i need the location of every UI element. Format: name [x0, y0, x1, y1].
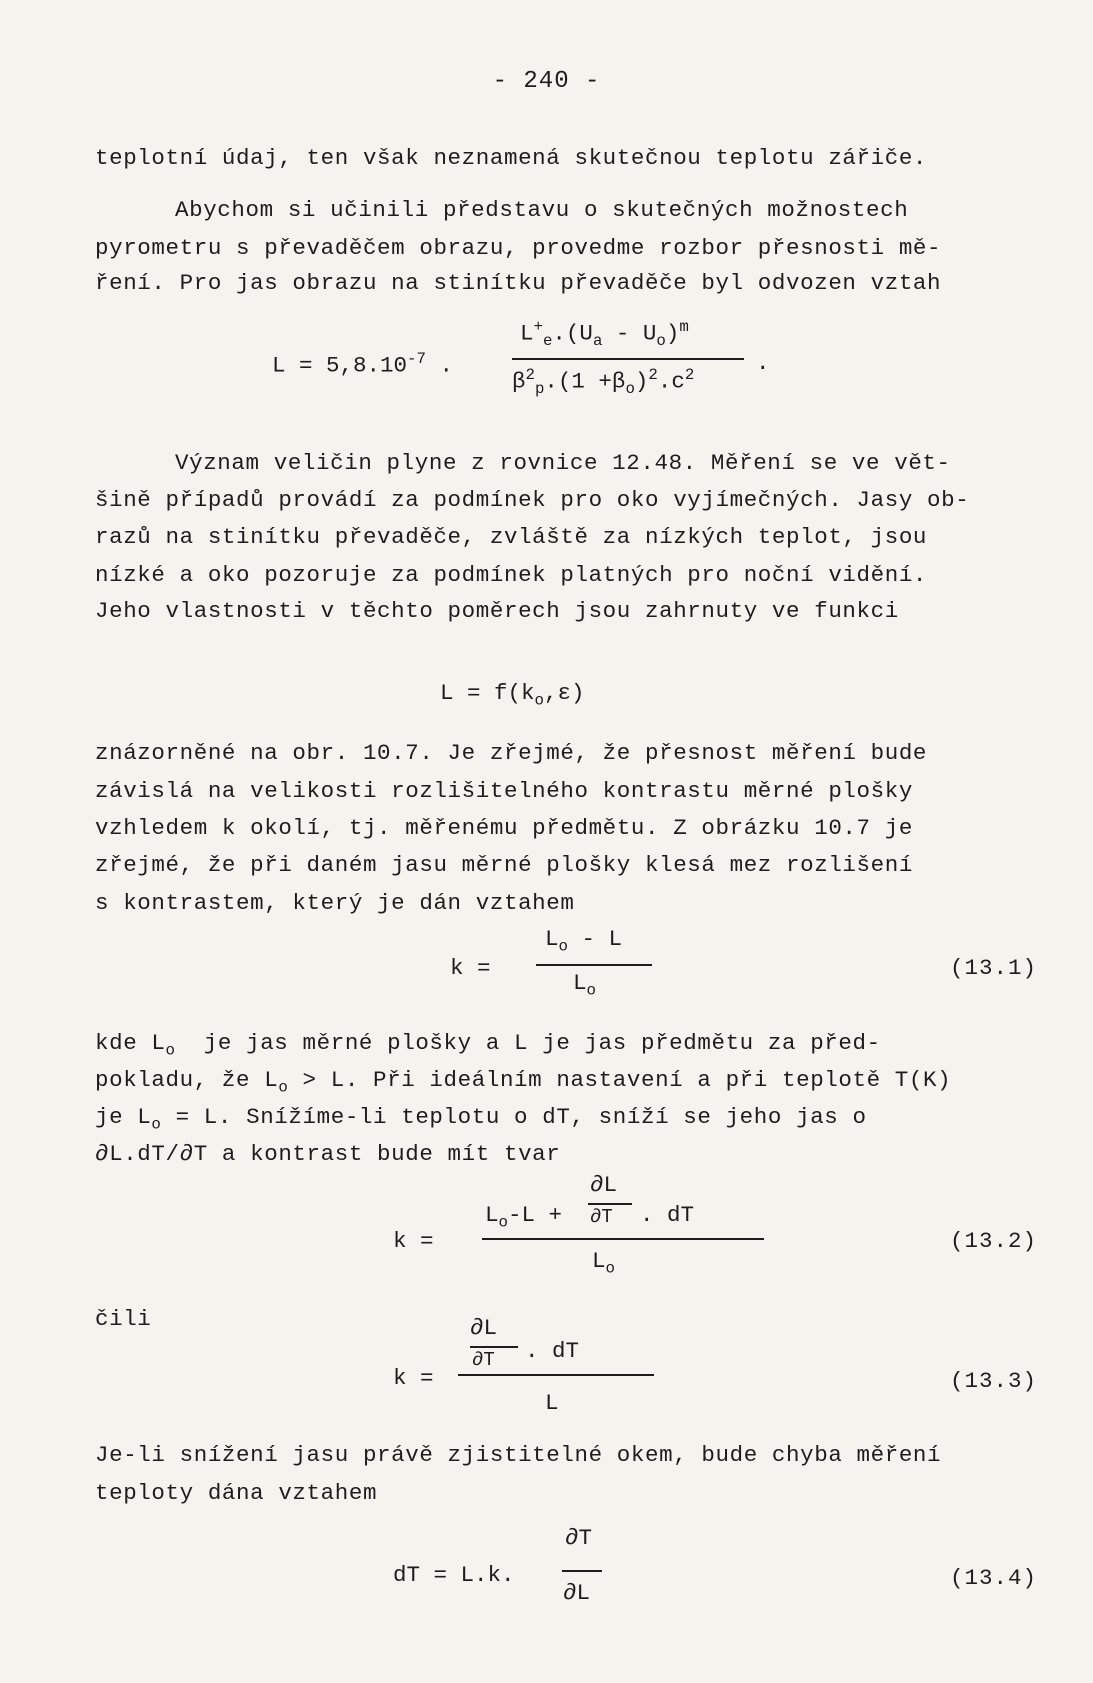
equation-number: (13.1)	[950, 955, 1038, 981]
eq1-den-rest: .(1 +β	[544, 368, 626, 395]
eq1-num-sub: e	[542, 332, 553, 350]
text-line	[95, 1030, 881, 1060]
text-fragment: > L. Při ideálním nastavení a při teplotě T(K)	[302, 1067, 952, 1093]
text-line: nízké a oko pozoruje za podmínek platných pro noční vidění.	[95, 562, 928, 588]
text-line: razů na stinítku převaděče, zvláště za nízkých teplot, jsou	[95, 524, 928, 550]
text-line: pyrometru s převaděčem obrazu, provedme rozbor přesnosti mě-	[95, 235, 942, 261]
text-line: ∂L.dT/∂T a kontrast bude mít tvar	[95, 1141, 561, 1167]
eq134-den: ∂L	[563, 1580, 591, 1606]
eq131-num-sub: o	[558, 937, 568, 956]
eq133-top: ∂L	[470, 1315, 498, 1341]
subscript: o	[151, 1115, 162, 1134]
text-line	[95, 1067, 951, 1097]
eq132-den: L	[592, 1248, 606, 1274]
eq131-num-rest: - L	[567, 926, 622, 952]
eq1-exponent: -7	[407, 350, 426, 368]
fraction-bar	[562, 1570, 602, 1572]
eq132-lhs: k =	[393, 1228, 434, 1254]
eq132-inner-den: ∂T	[590, 1206, 613, 1228]
text-line: znázorněné na obr. 10.7. Je zřejmé, že přesnost měření bude	[95, 740, 928, 766]
eq1-num-close: )	[665, 320, 680, 347]
eq132-num: L	[485, 1202, 499, 1228]
text-line: s kontrastem, který je dán vztahem	[95, 890, 575, 916]
eq1-num-o: o	[656, 332, 666, 350]
text-line: Význam veličin plyne z rovnice 12.48. Měření se ve vět-	[175, 450, 951, 476]
eq1-den-sq: 2	[648, 366, 658, 384]
eq1-lhs: L = 5,8.10	[272, 352, 408, 379]
equation-number: (13.4)	[950, 1565, 1038, 1591]
eq134-top: ∂T	[565, 1525, 593, 1551]
eq134-lhs: dT = L.k.	[393, 1562, 515, 1588]
text-line: závislá na velikosti rozlišitelného kontrastu měrné plošky	[95, 778, 913, 804]
eq131-lhs: k =	[450, 955, 491, 981]
eq1-den-sub: p	[534, 380, 545, 398]
text-line: vzhledem k okolí, tj. měřenému předmětu. Z obrázku 10.7 je	[95, 815, 913, 841]
eq131-num: L	[545, 926, 559, 952]
eqf-rest: ,ε)	[543, 680, 585, 706]
subscript: o	[278, 1078, 289, 1097]
eq132-den-sub: o	[605, 1259, 615, 1278]
equation-number: (13.3)	[950, 1368, 1038, 1394]
eq132-num-rest: -L +	[507, 1202, 562, 1228]
eq1-num-rest: .(U	[552, 320, 593, 347]
eq133-num-tail: . dT	[525, 1338, 580, 1364]
eq132-num-sub: o	[498, 1213, 508, 1232]
fraction-bar	[470, 1346, 518, 1348]
equation-function	[440, 680, 584, 710]
eq131-den-sub: o	[586, 981, 596, 1000]
text-line: čili	[95, 1306, 152, 1332]
text-line: teploty dána vztahem	[95, 1480, 378, 1506]
eq1-den-o: o	[625, 380, 635, 398]
eq1-num-mid: - U	[602, 320, 657, 347]
eq1-dot: .	[439, 352, 453, 379]
eq132-top: ∂L	[590, 1172, 618, 1198]
text-fragment: je L	[95, 1104, 152, 1130]
eq133-inner-den: ∂T	[472, 1349, 495, 1371]
eq1-num-sup: +	[533, 318, 543, 336]
eq133-lhs: k =	[393, 1365, 434, 1391]
fraction-bar	[536, 964, 652, 966]
eq1-den-sup: 2	[525, 366, 535, 384]
text-fragment: kde L	[95, 1030, 166, 1056]
text-fragment: = L. Snížíme-li teplotu o dT, sníží se jeho jas o	[175, 1104, 867, 1130]
eq133-den: L	[545, 1390, 559, 1416]
text-fragment: je jas měrné plošky a L je jas předmětu za před-	[203, 1030, 881, 1056]
eq1-den-beta: β	[512, 368, 526, 395]
text-fragment: pokladu, že L	[95, 1067, 279, 1093]
equation-number: (13.2)	[950, 1228, 1038, 1254]
page-number: - 240 -	[492, 68, 601, 95]
eq131-den: L	[573, 970, 587, 996]
fraction-bar	[482, 1238, 764, 1240]
fraction-bar	[588, 1203, 632, 1205]
text-line: šině případů provádí za podmínek pro oko vyjímečných. Jasy ob-	[95, 487, 970, 513]
text-line: teplotní údaj, ten však neznamená skutečnou teplotu zářiče.	[95, 145, 928, 171]
text-line: ření. Pro jas obrazu na stinítku převaděče byl odvozen vztah	[95, 270, 942, 296]
fraction-bar	[512, 358, 744, 360]
eqf-text: L = f(k	[440, 680, 535, 706]
eq1-den-c: .c	[657, 368, 685, 395]
eqf-sub: o	[534, 691, 544, 710]
text-line: zřejmé, že při daném jasu měrné plošky klesá mez rozlišení	[95, 852, 913, 878]
eq1-den-c2: 2	[684, 366, 695, 384]
text-line: Jeho vlastnosti v těchto poměrech jsou zahrnuty ve funkci	[95, 598, 899, 624]
eq1-den-close: )	[634, 368, 649, 395]
eq1-num: L	[520, 320, 534, 347]
text-line: Je-li snížení jasu právě zjistitelné okem, bude chyba měření	[95, 1442, 942, 1468]
text-line: Abychom si učinili představu o skutečných možnostech	[175, 197, 909, 223]
eq132-num-tail: . dT	[640, 1202, 695, 1228]
eq1-num-m: m	[679, 318, 689, 336]
subscript: o	[165, 1041, 176, 1060]
eq1-num-a: a	[592, 332, 603, 350]
text-line	[95, 1104, 867, 1134]
fraction-bar	[458, 1374, 654, 1376]
eq1-trail: .	[756, 350, 770, 376]
